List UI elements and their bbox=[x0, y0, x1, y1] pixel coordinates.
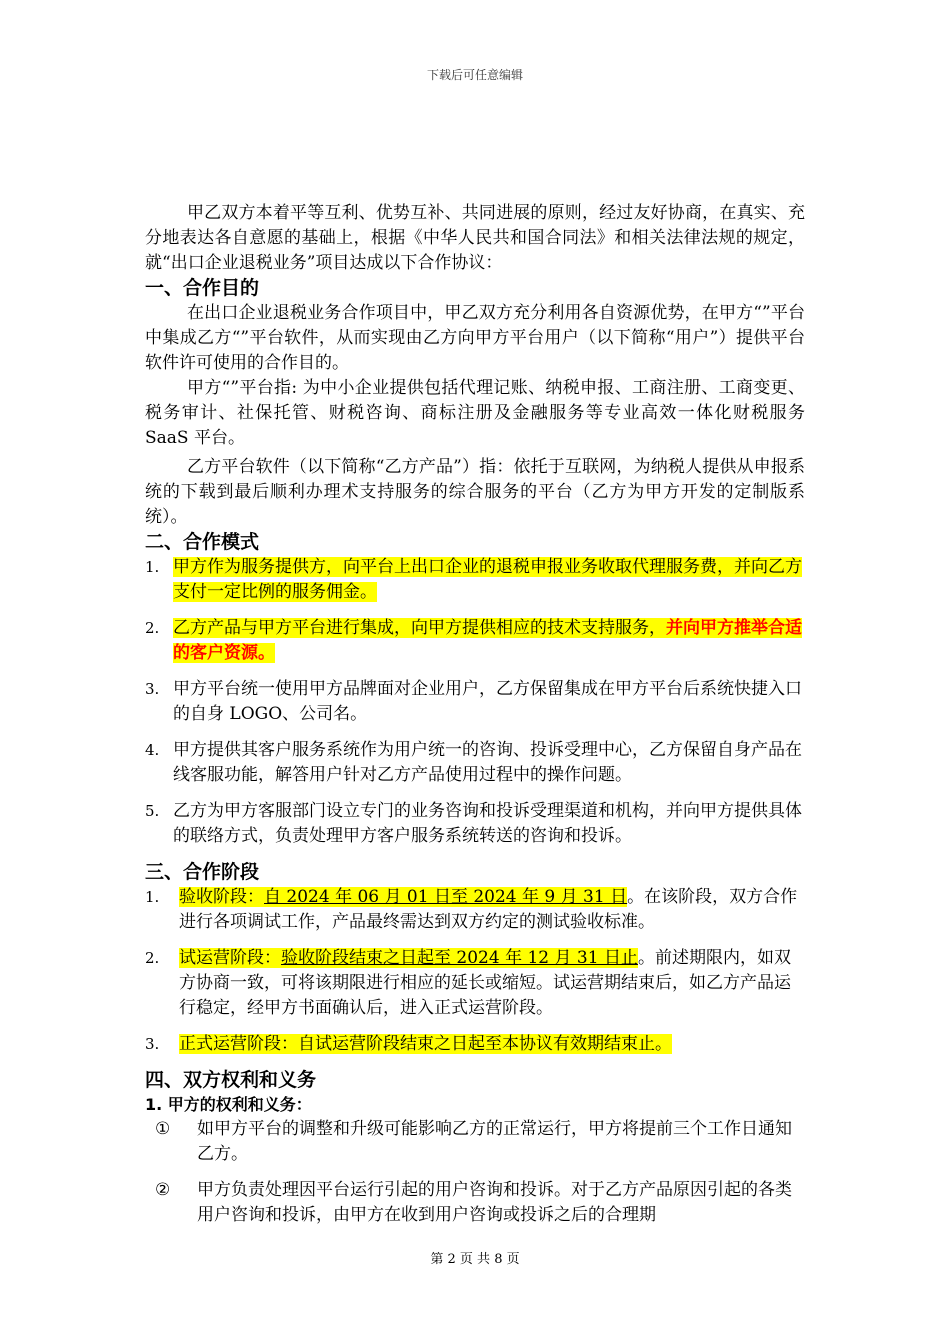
stage-range: 自 2024 年 06 月 01 日至 2024 年 9 月 31 日 bbox=[264, 887, 628, 907]
list-number: 3. bbox=[145, 1035, 160, 1053]
page-header: 下载后可任意编辑 bbox=[426, 68, 523, 82]
stage-description: 。在该阶段，双方合作进行各项调试工作，产品最终需达到双方约定的测试验收标准。 bbox=[179, 887, 798, 932]
list-number: ② bbox=[155, 1180, 171, 1200]
section-1-paragraph: 乙方平台软件（以下简称“乙方产品”）指：依托于互联网，为纳税人提供从申报系统的下载到最后顺利办理术支持服务的综合服务的平台（乙方为甲方开发的定制版系统）。 bbox=[145, 457, 805, 527]
stage-label: 验收阶段： bbox=[179, 887, 264, 907]
section-3-title: 三、合作阶段 bbox=[145, 861, 260, 883]
list-number: ① bbox=[155, 1119, 171, 1139]
list-number: 5. bbox=[145, 802, 160, 820]
stage-description: 。前述期限内，如双方协商一致，可将该期限进行相应的延长或缩短。试运营期结束后，如乙方产品运行稳定，经甲方书面确认后，进入正式运营阶段。 bbox=[179, 948, 791, 1018]
list-number: 4. bbox=[145, 741, 160, 759]
list-text: 乙方为甲方客服部门设立专门的业务咨询和投诉受理渠道和机构，并向甲方提供具体的联络方式，负责处理甲方客户服务系统转送的咨询和投诉。 bbox=[173, 801, 802, 846]
list-text: 如甲方平台的调整和升级可能影响乙方的正常运行，甲方将提前三个工作日通知乙方。 bbox=[197, 1119, 792, 1164]
list-item bbox=[145, 677, 805, 727]
list-item bbox=[145, 1178, 805, 1228]
list-number: 2. bbox=[145, 619, 160, 637]
section-4-subtitle: 1. 甲方的权利和义务： bbox=[145, 1095, 312, 1114]
document-body bbox=[145, 201, 805, 1228]
list-text: 甲方平台统一使用甲方品牌面对企业用户，乙方保留集成在甲方平台后系统快捷入口的自身 LOGO、公司名。 bbox=[173, 679, 802, 724]
list-text-emphasis: 并向甲方推举合适的客户资源。 bbox=[173, 618, 802, 663]
section-1-paragraph: 甲方“”平台指: 为中小企业提供包括代理记账、纳税申报、工商注册、工商变更、税务审计、社保托管、财税咨询、商标注册及金融服务等专业高效一体化财税服务 SaaS 平台。 bbox=[145, 378, 805, 448]
stage-range: 自试运营阶段结束之日起至本协议有效期结束止 bbox=[298, 1034, 655, 1054]
list-number: 2. bbox=[145, 949, 160, 967]
section-1-paragraph: 在出口企业退税业务合作项目中，甲乙双方充分利用各自资源优势，在甲方“”平台中集成乙方“”平台软件，从而实现由乙方向甲方平台用户（以下简称“用户”）提供平台软件许可使用的合作目的。 bbox=[145, 303, 805, 373]
list-item bbox=[145, 738, 805, 788]
stage-description: 。 bbox=[655, 1034, 672, 1054]
list-item bbox=[145, 885, 805, 935]
list-number: 3. bbox=[145, 680, 160, 698]
stage-label: 试运营阶段： bbox=[179, 948, 281, 968]
section-4-title: 四、双方权利和义务 bbox=[145, 1069, 317, 1091]
list-item bbox=[145, 1117, 805, 1167]
intro-paragraph: 甲乙双方本着平等互利、优势互补、共同进展的原则，经过友好协商，在真实、充分地表达各自意愿的基础上，根据《中华人民共和国合同法》和相关法律法规的规定，就“出口企业退税业务”项目达成以下合作协议： bbox=[145, 203, 805, 273]
list-item bbox=[145, 555, 805, 605]
list-item bbox=[145, 946, 805, 1021]
section-2-title: 二、合作模式 bbox=[145, 531, 260, 553]
section-1-title: 一、合作目的 bbox=[145, 277, 260, 299]
stage-range: 验收阶段结束之日起至 2024 年 12 月 31 日止 bbox=[281, 948, 638, 968]
stage-label: 正式运营阶段： bbox=[179, 1034, 298, 1054]
list-item bbox=[145, 616, 805, 666]
list-text: 乙方产品与甲方平台进行集成，向甲方提供相应的技术支持服务， bbox=[173, 618, 666, 638]
list-item bbox=[145, 799, 805, 849]
list-text: 甲方提供其客户服务系统作为用户统一的咨询、投诉受理中心，乙方保留自身产品在线客服功能，解答用户针对乙方产品使用过程中的操作问题。 bbox=[173, 740, 802, 785]
list-number: 1. bbox=[145, 888, 160, 906]
list-text: 甲方负责处理因平台运行引起的用户咨询和投诉。对于乙方产品原因引起的各类用户咨询和投诉，由甲方在收到用户咨询或投诉之后的合理期 bbox=[197, 1180, 792, 1225]
list-number: 1. bbox=[145, 558, 160, 576]
list-item bbox=[145, 1032, 805, 1057]
page-footer: 第 2 页 共 8 页 bbox=[430, 1252, 520, 1267]
list-text: 甲方作为服务提供方，向平台上出口企业的退税申报业务收取代理服务费，并向乙方支付一定比例的服务佣金。 bbox=[173, 557, 802, 602]
